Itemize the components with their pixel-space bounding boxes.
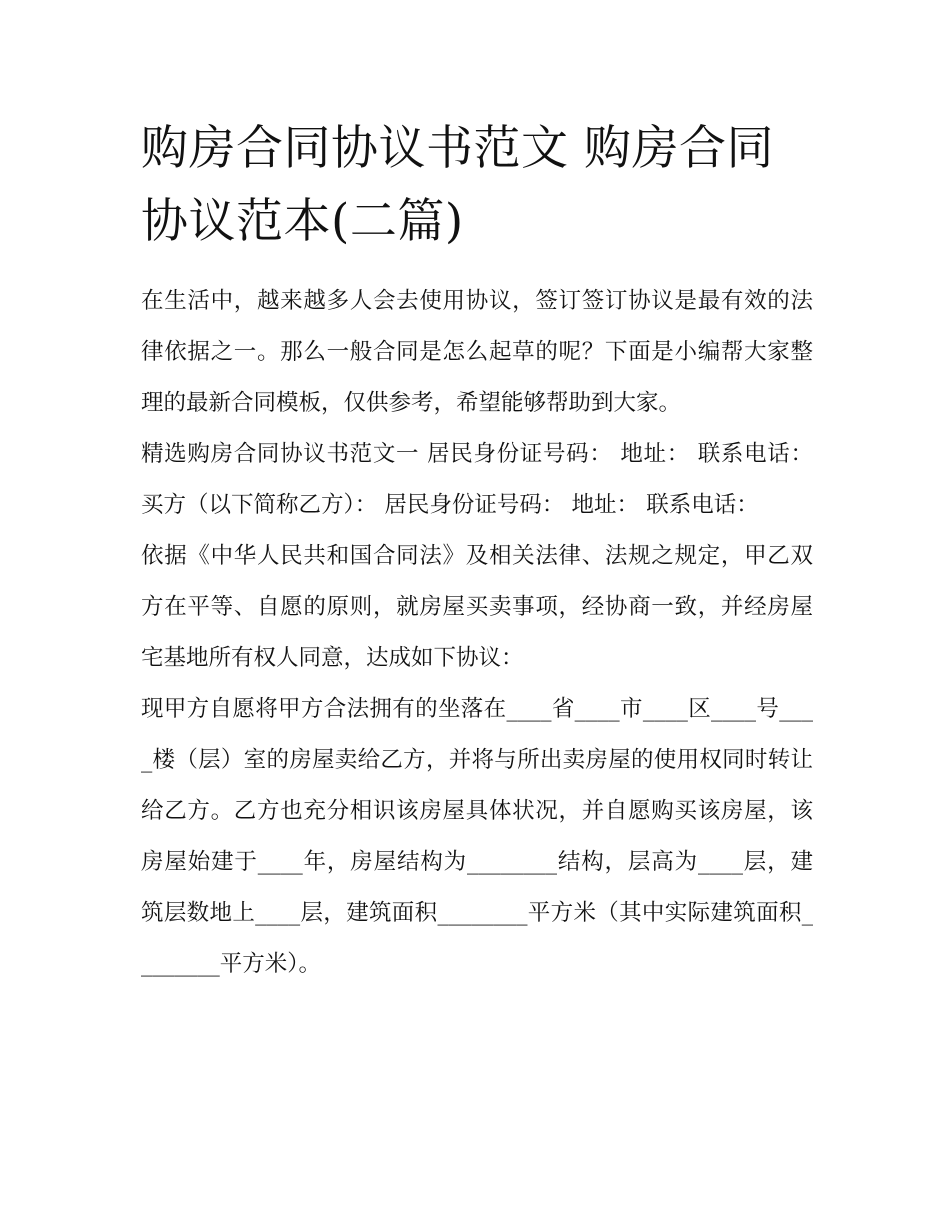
intro-paragraph: 在生活中，越来越多人会去使用协议，签订签订协议是最有效的法律依据之一。那么一般合同是怎么起草的呢？下面是小编帮大家整理的最新合同模板，仅供参考，希望能够帮助到大家。: [141, 288, 813, 416]
property-details-paragraph: 现甲方自愿将甲方合法拥有的坐落在____省____市____区____号____楼（层）室的房屋卖给乙方，并将与所出卖房屋的使用权同时转让给乙方。乙方也充分相识该房屋具体状况，并自愿购买该房屋，该房屋始建于____年，房屋结构为________结构，层高为____层，建筑层数地上____层，建筑面积________平方米（其中实际建筑面积________平方米）。: [141, 696, 813, 977]
document-page: [141, 112, 821, 990]
legal-basis-paragraph: 依据《中华人民共和国合同法》及相关法律、法规之规定，甲乙双方在平等、自愿的原则，就房屋买卖事项，经协商一致，并经房屋宅基地所有权人同意，达成如下协议：: [141, 543, 813, 671]
party-info-paragraph: 精选购房合同协议书范文一 居民身份证号码： 地址： 联系电话： 买方（以下简称乙方）： 居民身份证号码： 地址： 联系电话：: [141, 441, 821, 518]
document-body: [141, 276, 821, 990]
document-title: 购房合同协议书范文 购房合同协议范本(二篇): [141, 121, 774, 249]
